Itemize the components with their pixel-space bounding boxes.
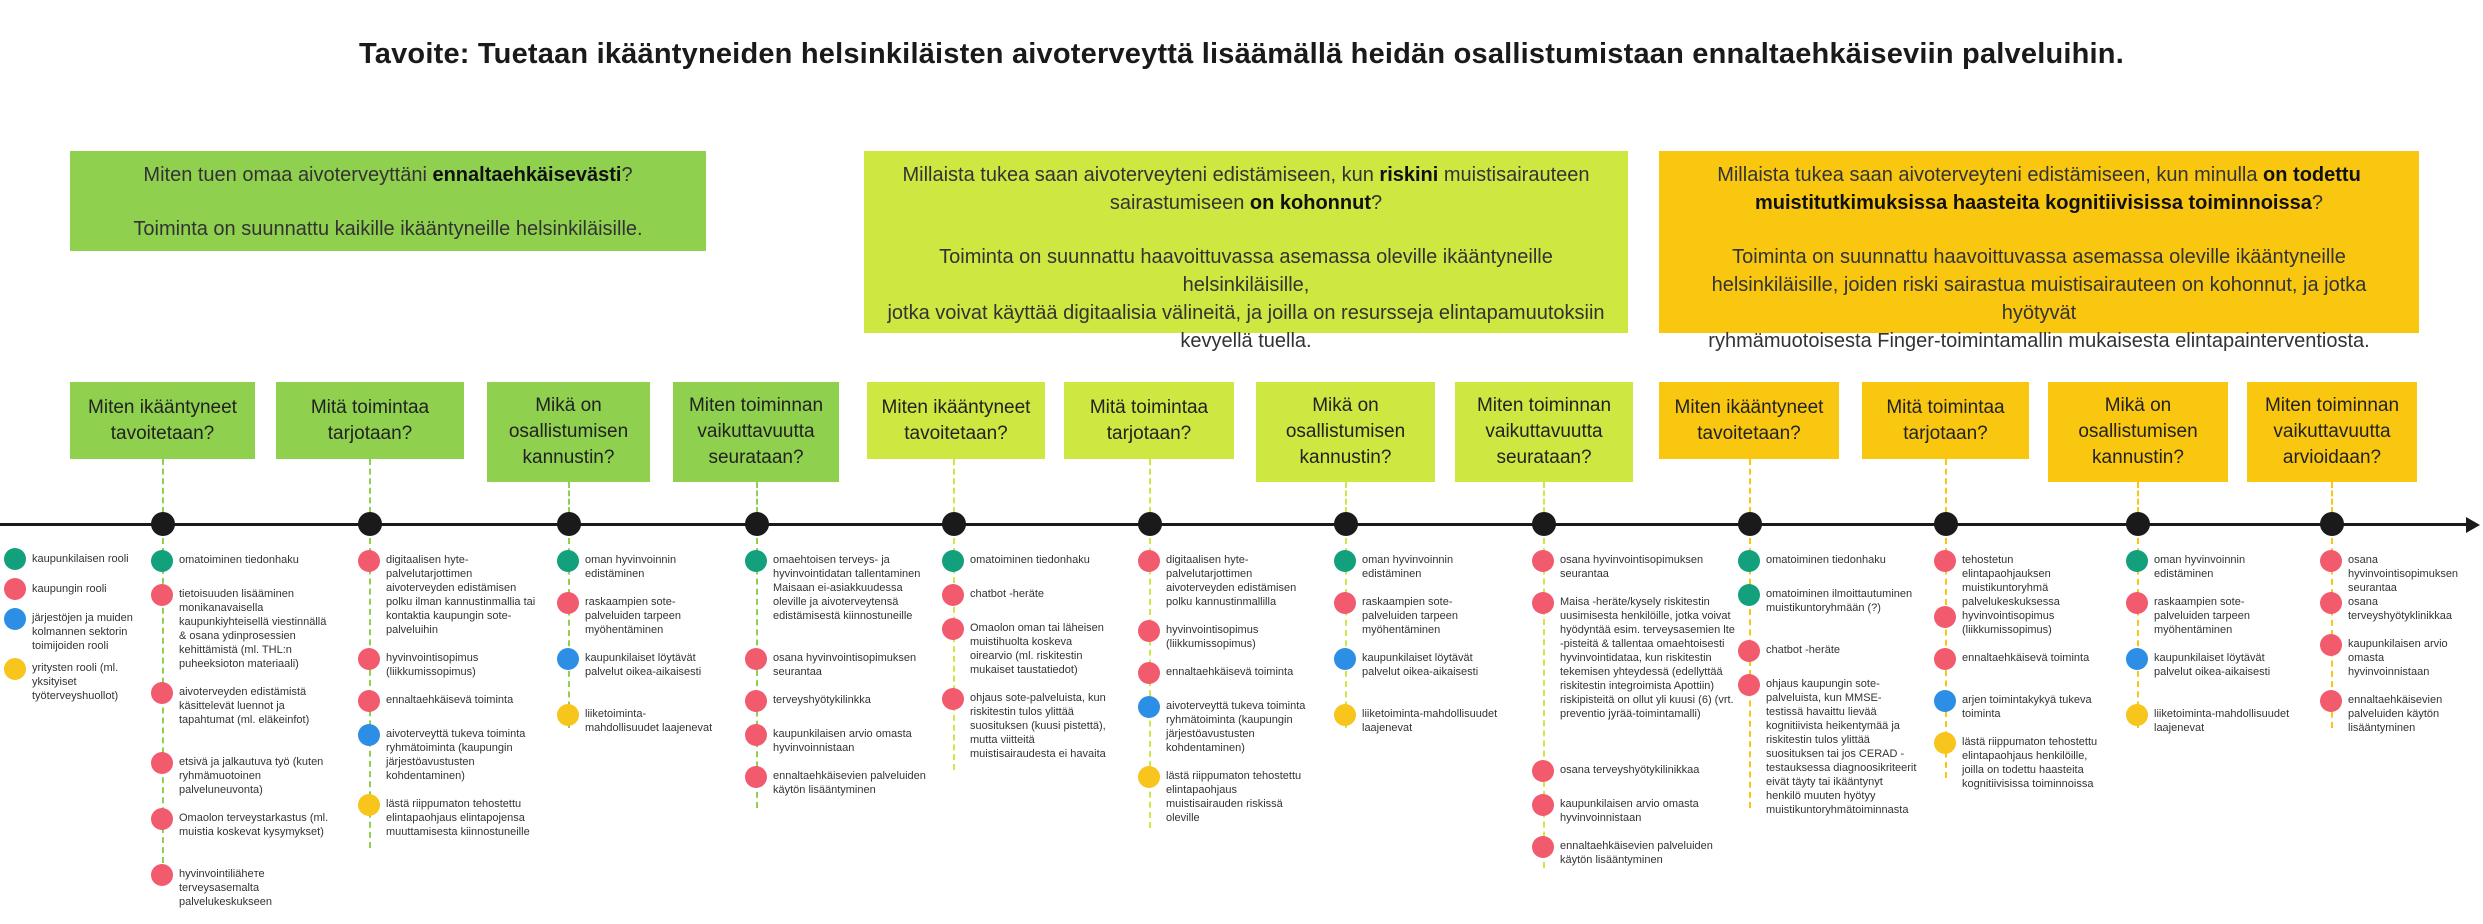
blue-role-dot-icon xyxy=(1934,690,1956,712)
header-description-line-2: helsinkiläisille, joiden riski sairastua muistisairauteen on kohonnut, ja jotka hyötyvät xyxy=(1711,274,2367,324)
timeline-item xyxy=(358,794,536,839)
header-question-bold-2: on kohonnut xyxy=(1249,192,1371,214)
timeline-item xyxy=(1334,550,1504,581)
header-question-bold: riskini xyxy=(1379,164,1439,186)
yellow-role-dot-icon xyxy=(2126,704,2148,726)
header-question-bold: on todettu xyxy=(2263,164,2361,186)
timeline-item xyxy=(1532,760,1737,782)
timeline-node xyxy=(1138,512,1162,536)
question-box-evaluation xyxy=(2247,382,2417,482)
timeline-item xyxy=(1532,836,1737,867)
legend-item xyxy=(4,658,146,703)
connector-line xyxy=(1149,459,1151,513)
section-header-cognitive-challenges xyxy=(1659,151,2419,352)
question-box-offer xyxy=(276,382,464,459)
timeline-item xyxy=(1334,592,1504,637)
timeline-item-text: terveyshyötykilinkka xyxy=(773,694,871,706)
timeline-item-text: raskaampien sote-palveluiden tarpeen myöhentäminen xyxy=(1362,596,1459,636)
question-line: arvioidaan? xyxy=(2282,447,2382,468)
timeline-item xyxy=(2320,690,2465,735)
timeline-item xyxy=(2126,648,2296,679)
red-role-dot-icon xyxy=(151,584,173,606)
timeline-item xyxy=(1738,674,1918,817)
legend-label: järjestöjen ja muiden kolmannen sektorin toimijoiden rooli xyxy=(32,612,133,652)
red-role-dot-icon xyxy=(1934,606,1956,628)
green-role-dot-icon xyxy=(2126,550,2148,572)
red-role-dot-icon xyxy=(1532,592,1554,614)
red-role-dot-icon xyxy=(1532,836,1554,858)
timeline-item-text: osana terveyshyötyklinikkaa xyxy=(2348,596,2452,622)
timeline-item xyxy=(2320,634,2465,679)
timeline-item xyxy=(1934,648,2104,670)
timeline-item-text: tietoisuuden lisääminen monikanavaisella kaupunkiyhteisellä viestinnällä & osana ydinprosessien kehittämistä (ml. THL:n puheeksioton materiaali) xyxy=(179,588,327,670)
legend-dot-icon xyxy=(4,658,26,680)
legend-item xyxy=(4,578,146,600)
timeline-item-text: digitaalisen hyte-palvelutarjottimen aivoterveyden edistämisen polku ilman kannustinmallia tai kontaktia kaupungin sote-palveluihin xyxy=(386,554,536,636)
timeline-item-text: digitaalisen hyte-palvelutarjottimen aivoterveyden edistämisen polku kannustinmallilla xyxy=(1166,554,1297,608)
timeline-item xyxy=(1934,690,2104,721)
timeline-item xyxy=(2320,592,2465,623)
timeline-item-text: Maisa -heräte/kysely riskitestin uusimisesta henkilöille, jotka voivat hyödyntää esim. terveysasemien lte -pisteitä & tallentaa omaehtoisesti hyvinvointidataa, kun riskitestin tekemisen yhteydessä (edellyttää riskitestin integroimista Apottiin) riskipisteitä on ollut yli kuusi (6) (vrt. preventio jyrää-toimintamalli) xyxy=(1560,596,1735,720)
timeline-item-text: tehostetun elintapaohjauksen muistikuntoryhmä palvelukeskuksessa xyxy=(1962,554,2060,608)
timeline-item-text: kaupunkilaiset löytävät palvelut oikea-aikaisesti xyxy=(2154,652,2271,678)
timeline-item-text: ohjaus sote-palveluista, kun riskitestin tulos ylittää suosituksen (kuusi pistettä), mutta viitteitä muistisairaudesta ei havaita xyxy=(970,692,1106,760)
green-role-dot-icon xyxy=(942,550,964,572)
question-line: osallistumisen xyxy=(1285,421,1406,442)
timeline-item-text: lästä riippumaton tehostettu elintapaohjaus henkilöille, joilla on todettu haasteita kognitiivisissa toiminnoissa xyxy=(1962,736,2098,790)
timeline-node xyxy=(2320,512,2344,536)
timeline-item xyxy=(151,584,331,671)
blue-role-dot-icon xyxy=(1138,696,1160,718)
timeline-item xyxy=(1138,620,1316,651)
question-box-reach xyxy=(70,382,255,459)
connector-line xyxy=(1543,482,1545,513)
question-line: Miten ikääntyneet xyxy=(1674,396,1824,418)
red-role-dot-icon xyxy=(151,752,173,774)
header-question-text-2: muistisairauteen xyxy=(1438,164,1590,186)
green-role-dot-icon xyxy=(745,550,767,572)
question-line: vaikuttavuutta xyxy=(697,421,815,442)
timeline-item-text: omatoiminen ilmoittautuminen muistikuntoryhmään (?) xyxy=(1766,588,1913,614)
header-description-line-2: jotka voivat käyttää digitaalisia välineitä, ja joilla on resursseja elintapamuutoksiin xyxy=(887,302,1605,324)
timeline-item xyxy=(1334,648,1504,679)
timeline-arrow-icon xyxy=(2466,517,2480,533)
timeline-item-text: oman hyvinvoinnin edistäminen xyxy=(1362,554,1454,580)
red-role-dot-icon xyxy=(1738,640,1760,662)
legend-item xyxy=(4,548,146,570)
timeline-item-text: omatoiminen tiedonhaku xyxy=(970,554,1090,566)
timeline-item xyxy=(1532,592,1737,721)
red-role-dot-icon xyxy=(942,688,964,710)
timeline-item-text: aivoterveyttä tukeva toiminta ryhmätoiminta (kaupungin järjestöavustusten kohdentaminen) xyxy=(386,728,526,782)
question-box-monitoring xyxy=(1455,382,1633,482)
yellow-role-dot-icon xyxy=(1334,704,1356,726)
question-box-offer xyxy=(1862,382,2029,459)
timeline-item xyxy=(942,550,1112,572)
timeline-item-text: aivoterveyden edistämistä käsittelevät luennot ja tapahtumat (ml. eläkeinfot) xyxy=(179,686,310,726)
timeline-item-text: ennaltaehkäisevien palveluiden käytön lisääntyminen xyxy=(773,770,926,796)
red-role-dot-icon xyxy=(2320,690,2342,712)
timeline-item xyxy=(358,550,536,637)
yellow-role-dot-icon xyxy=(1138,766,1160,788)
question-line: seurataan? xyxy=(1496,447,1592,468)
timeline-item-text: raskaampien sote-palveluiden tarpeen myöhentäminen xyxy=(2154,596,2251,636)
timeline-node xyxy=(1738,512,1762,536)
timeline-item-text: oman hyvinvoinnin edistäminen xyxy=(2154,554,2246,580)
timeline-item xyxy=(2126,550,2296,581)
red-role-dot-icon xyxy=(745,766,767,788)
timeline-item xyxy=(358,690,536,712)
timeline-item-text: kaupunkilaisen arvio omasta hyvinvoinnistaan xyxy=(2348,638,2448,678)
red-role-dot-icon xyxy=(745,690,767,712)
header-description: Toiminta on suunnattu kaikille ikääntyneille helsinkiläisille. xyxy=(133,218,643,240)
blue-role-dot-icon xyxy=(2126,648,2148,670)
question-line: Mitä toimintaa xyxy=(1089,396,1209,418)
timeline-item-text: omatoiminen tiedonhaku xyxy=(1766,554,1886,566)
header-description-line-1: Toiminta on suunnattu haavoittuvassa asemassa oleville ikääntyneille helsinkiläisille, xyxy=(939,246,1553,296)
timeline-item-text: Omaolon oman tai läheisen muistihuolta koskeva oirearvio (ml. riskitestin mukaiset taustatiedot) xyxy=(970,622,1104,676)
green-role-dot-icon xyxy=(1738,550,1760,572)
timeline-node xyxy=(942,512,966,536)
timeline-item xyxy=(151,864,331,909)
timeline-item xyxy=(151,752,331,797)
yellow-role-dot-icon xyxy=(358,794,380,816)
timeline-item xyxy=(745,690,931,712)
red-role-dot-icon xyxy=(358,690,380,712)
timeline-item xyxy=(151,808,331,839)
red-role-dot-icon xyxy=(1738,674,1760,696)
timeline-item xyxy=(358,648,536,679)
question-box-incentive xyxy=(2048,382,2228,482)
red-role-dot-icon xyxy=(358,550,380,572)
timeline-item xyxy=(1138,550,1316,609)
header-description-line-3: ryhmämuotoisesta Finger-toimintamallin mukaisesta elintapainterventiosta. xyxy=(1708,330,2370,352)
timeline-item-text: chatbot -heräte xyxy=(970,588,1044,600)
timeline-item xyxy=(1738,640,1918,662)
timeline-item-text: liiketoiminta-mahdollisuudet laajenevat xyxy=(1362,708,1498,734)
timeline-item-text: ennaltaehkäisevä toiminta xyxy=(1962,652,2090,664)
red-role-dot-icon xyxy=(942,584,964,606)
question-box-reach xyxy=(1659,382,1839,459)
question-line: Miten toiminnan xyxy=(1476,395,1612,416)
blue-role-dot-icon xyxy=(557,648,579,670)
timeline-item xyxy=(151,682,331,727)
question-line: osallistumisen xyxy=(2078,421,2198,442)
legend-dot-icon xyxy=(4,578,26,600)
timeline-item-text: liiketoiminta-mahdollisuudet laajenevat xyxy=(2154,708,2290,734)
timeline-item-text: lästä riippumaton tehostettu elintapaohjaus elintapojensa muuttamisesta kiinnostuneille xyxy=(386,798,530,838)
connector-line xyxy=(2137,482,2139,513)
legend-label: kaupunkilaisen rooli xyxy=(32,553,129,565)
timeline-item-text: liiketoiminta-mahdollisuudet laajenevat xyxy=(585,708,713,734)
timeline-item-text: chatbot -heräte xyxy=(1766,644,1840,656)
timeline-node xyxy=(358,512,382,536)
timeline-item-text: osana hyvinvointisopimuksen seurantaa xyxy=(1560,554,1704,580)
header-question-bold: ennaltaehkäisevästi xyxy=(432,164,622,186)
timeline-item-text: aivoterveyttä tukeva toiminta ryhmätoiminta (kaupungin järjestöavustusten kohdentaminen) xyxy=(1166,700,1306,754)
legend-label: kaupungin rooli xyxy=(32,583,107,595)
timeline-item xyxy=(1138,696,1316,755)
legend-label: yritysten rooli (ml. yksityiset työterveyshuollot) xyxy=(32,662,119,702)
timeline-item-text: ohjaus kaupungin sote-palveluista, kun MMSE-testissä havaittu lievää kognitiivista heikentymää ja riskitestin tulos ylittää suosituksen tai jos CERAD -testauksessa diagnoosikriteerit eivät täyty tai ikääntynyt henkilö muuten hyötyy muistikuntoryhmätoiminnasta xyxy=(1766,678,1917,816)
timeline-item xyxy=(1934,606,2104,637)
timeline-item xyxy=(151,550,331,572)
red-role-dot-icon xyxy=(1934,550,1956,572)
timeline-item-text: kaupunkilaisen arvio omasta hyvinvoinnistaan xyxy=(1560,798,1699,824)
connector-line xyxy=(953,459,955,513)
timeline-item-text: kaupunkilaisen arvio omasta hyvinvoinnistaan xyxy=(773,728,912,754)
green-role-dot-icon xyxy=(1334,550,1356,572)
question-line: kannustin? xyxy=(522,447,615,468)
legend-dot-icon xyxy=(4,548,26,570)
header-question-bold-2: muistitutkimuksissa haasteita kognitiivisissa toiminnoissa xyxy=(1755,192,2312,214)
header-question-end: ? xyxy=(621,164,633,186)
red-role-dot-icon xyxy=(1334,592,1356,614)
question-line: Mikä on xyxy=(2104,395,2172,416)
timeline-item xyxy=(1532,794,1737,825)
timeline-item-text: omatoiminen tiedonhaku xyxy=(179,554,299,566)
connector-line xyxy=(369,459,371,513)
red-role-dot-icon xyxy=(1532,550,1554,572)
timeline-item-text: osana terveyshyötykilinikkaa xyxy=(1560,764,1700,776)
question-line: Mikä on xyxy=(1312,395,1379,416)
red-role-dot-icon xyxy=(151,808,173,830)
timeline-item xyxy=(745,766,931,797)
red-role-dot-icon xyxy=(2320,550,2342,572)
timeline-item-text: osana hyvinvointisopimuksen seurantaa xyxy=(2348,554,2459,594)
legend-item xyxy=(4,608,146,653)
timeline-item xyxy=(1934,732,2104,791)
red-role-dot-icon xyxy=(1138,620,1160,642)
header-question-text-3: sairastumiseen xyxy=(1109,192,1250,214)
yellow-role-dot-icon xyxy=(1934,732,1956,754)
timeline-item-text: osana hyvinvointisopimuksen seurantaa xyxy=(773,652,917,678)
question-line: tarjotaan? xyxy=(327,422,413,444)
question-line: tarjotaan? xyxy=(1903,422,1988,444)
red-role-dot-icon xyxy=(151,682,173,704)
blue-role-dot-icon xyxy=(1334,648,1356,670)
section-header-prevention xyxy=(70,151,706,251)
timeline-item xyxy=(1738,584,1918,615)
timeline-item xyxy=(1934,550,2104,609)
question-line: osallistumisen xyxy=(508,421,629,442)
section-header-elevated-risk xyxy=(864,151,1628,352)
header-description-line-1: Toiminta on suunnattu haavoittuvassa asemassa oleville ikääntyneille xyxy=(1732,246,2346,268)
red-role-dot-icon xyxy=(1532,760,1554,782)
timeline-item xyxy=(745,724,931,755)
question-line: Miten toiminnan xyxy=(2264,395,2400,416)
connector-line xyxy=(2331,482,2333,513)
timeline-item xyxy=(942,618,1112,677)
question-box-incentive xyxy=(487,382,650,482)
question-box-offer xyxy=(1064,382,1234,459)
connector-line xyxy=(162,459,164,513)
timeline-item xyxy=(942,688,1112,761)
red-role-dot-icon xyxy=(745,648,767,670)
timeline-item-text: arjen toimintakykyä tukeva toiminta xyxy=(1962,694,2092,720)
question-line: tarjotaan? xyxy=(1106,422,1192,444)
timeline-node xyxy=(745,512,769,536)
connector-line xyxy=(756,482,758,513)
timeline-item xyxy=(1532,550,1737,581)
yellow-role-dot-icon xyxy=(557,704,579,726)
red-role-dot-icon xyxy=(1138,662,1160,684)
timeline-item xyxy=(942,584,1112,606)
question-line: tavoitetaan? xyxy=(110,422,215,444)
timeline-item-text: raskaampien sote-palveluiden tarpeen myöhentäminen xyxy=(585,596,682,636)
timeline-item-text: omaehtoisen terveys- ja hyvinvointidatan tallentaminen Maisaan ei-asiakkuudessa oleville ja aivoterveytensä edistämisestä kiinnostuneille xyxy=(773,554,921,622)
timeline-item-text: ennaltaehkäisevä toiminta xyxy=(1166,666,1294,678)
timeline-item xyxy=(557,592,717,637)
page-title: Tavoite: Tuetaan ikääntyneiden helsinkiläisten aivoterveyttä lisäämällä heidän osallistumistaan ennaltaehkäiseviin palveluihin. xyxy=(359,38,2124,70)
red-role-dot-icon xyxy=(557,592,579,614)
timeline-item-text: kaupunkilaiset löytävät palvelut oikea-aikaisesti xyxy=(585,652,702,678)
timeline-node xyxy=(151,512,175,536)
question-line: Miten ikääntyneet xyxy=(881,396,1031,418)
header-question-end: ? xyxy=(2311,192,2323,214)
timeline-item xyxy=(1334,704,1504,735)
timeline-item xyxy=(358,724,536,783)
timeline-item xyxy=(1138,766,1316,825)
red-role-dot-icon xyxy=(1532,794,1554,816)
timeline-item xyxy=(2126,592,2296,637)
connector-line xyxy=(1345,482,1347,513)
question-line: kannustin? xyxy=(2092,447,2184,468)
red-role-dot-icon xyxy=(2126,592,2148,614)
question-line: kannustin? xyxy=(1299,447,1392,468)
timeline-item-text: hyvinvointiliäheте terveysasemalta palvelukeskukseen xyxy=(179,868,272,908)
timeline-item xyxy=(557,550,717,581)
header-description-line-3: kevyellä tuella. xyxy=(1180,330,1312,352)
timeline-item-text: hyvinvointisopimus (liikkumissopimus) xyxy=(1962,610,2055,636)
red-role-dot-icon xyxy=(2320,634,2342,656)
red-role-dot-icon xyxy=(745,724,767,746)
timeline-node xyxy=(557,512,581,536)
question-line: Miten toiminnan xyxy=(688,395,824,416)
timeline-item xyxy=(2320,550,2465,595)
timeline-item xyxy=(1738,550,1918,572)
question-line: seurataan? xyxy=(708,447,804,468)
header-question-end: ? xyxy=(1371,192,1383,214)
timeline-item-text: hyvinvointisopimus (liikkumissopimus) xyxy=(1166,624,1259,650)
red-role-dot-icon xyxy=(2320,592,2342,614)
timeline-item-text: etsivä ja jalkautuva työ (kuten ryhmämuotoinen palveluneuvonta) xyxy=(179,756,324,796)
blue-role-dot-icon xyxy=(358,724,380,746)
red-role-dot-icon xyxy=(1934,648,1956,670)
timeline-item xyxy=(1138,662,1316,684)
timeline-item-text: lästä riippumaton tehostettu elintapaohjaus muistisairauden riskissä oleville xyxy=(1166,770,1302,824)
header-question-text: Millaista tukea saan aivoterveyteni edistämiseen, kun xyxy=(902,164,1380,186)
question-line: Mitä toimintaa xyxy=(310,396,430,418)
timeline-node xyxy=(1334,512,1358,536)
header-question-text: Millaista tukea saan aivoterveyteni edistämiseen, kun minulla xyxy=(1717,164,2264,186)
question-line: Mitä toimintaa xyxy=(1886,396,2005,418)
red-role-dot-icon xyxy=(942,618,964,640)
red-role-dot-icon xyxy=(358,648,380,670)
question-line: tavoitetaan? xyxy=(1697,422,1801,444)
question-line: Mikä on xyxy=(535,395,602,416)
connector-line xyxy=(1749,459,1751,513)
header-question-text: Miten tuen omaa aivoterveyttäni xyxy=(143,164,433,186)
green-role-dot-icon xyxy=(1738,584,1760,606)
question-line: tavoitetaan? xyxy=(904,422,1008,444)
timeline-item-text: hyvinvointisopimus (liikkumissopimus) xyxy=(386,652,479,678)
timeline-item xyxy=(745,648,931,679)
legend-dot-icon xyxy=(4,608,26,630)
question-box-incentive xyxy=(1256,382,1435,482)
green-role-dot-icon xyxy=(151,550,173,572)
red-role-dot-icon xyxy=(1138,550,1160,572)
timeline-item-text: ennaltaehkäisevien palveluiden käytön lisääntyminen xyxy=(1560,840,1713,866)
question-line: vaikuttavuutta xyxy=(1485,421,1603,442)
timeline-item xyxy=(745,550,931,623)
timeline-item xyxy=(2126,704,2296,735)
timeline-item xyxy=(557,648,717,679)
timeline-node xyxy=(1934,512,1958,536)
red-role-dot-icon xyxy=(151,864,173,886)
question-line: vaikuttavuutta xyxy=(2273,421,2391,442)
question-line: Miten ikääntyneet xyxy=(88,396,237,418)
timeline-node xyxy=(2126,512,2150,536)
question-box-reach xyxy=(867,382,1045,459)
green-role-dot-icon xyxy=(557,550,579,572)
timeline-item-text: oman hyvinvoinnin edistäminen xyxy=(585,554,677,580)
timeline-item xyxy=(557,704,717,735)
timeline-item-text: kaupunkilaiset löytävät palvelut oikea-aikaisesti xyxy=(1362,652,1479,678)
timeline-item-text: Omaolon terveystarkastus (ml. muistia koskevat kysymykset) xyxy=(179,812,329,838)
timeline-node xyxy=(1532,512,1556,536)
timeline-item-text: ennaltaehkäisevien palveluiden käytön lisääntyminen xyxy=(2348,694,2443,734)
connector-line xyxy=(568,482,570,513)
question-box-monitoring xyxy=(673,382,839,482)
timeline-item-text: ennaltaehkäisevä toiminta xyxy=(386,694,514,706)
connector-line xyxy=(1945,459,1947,513)
